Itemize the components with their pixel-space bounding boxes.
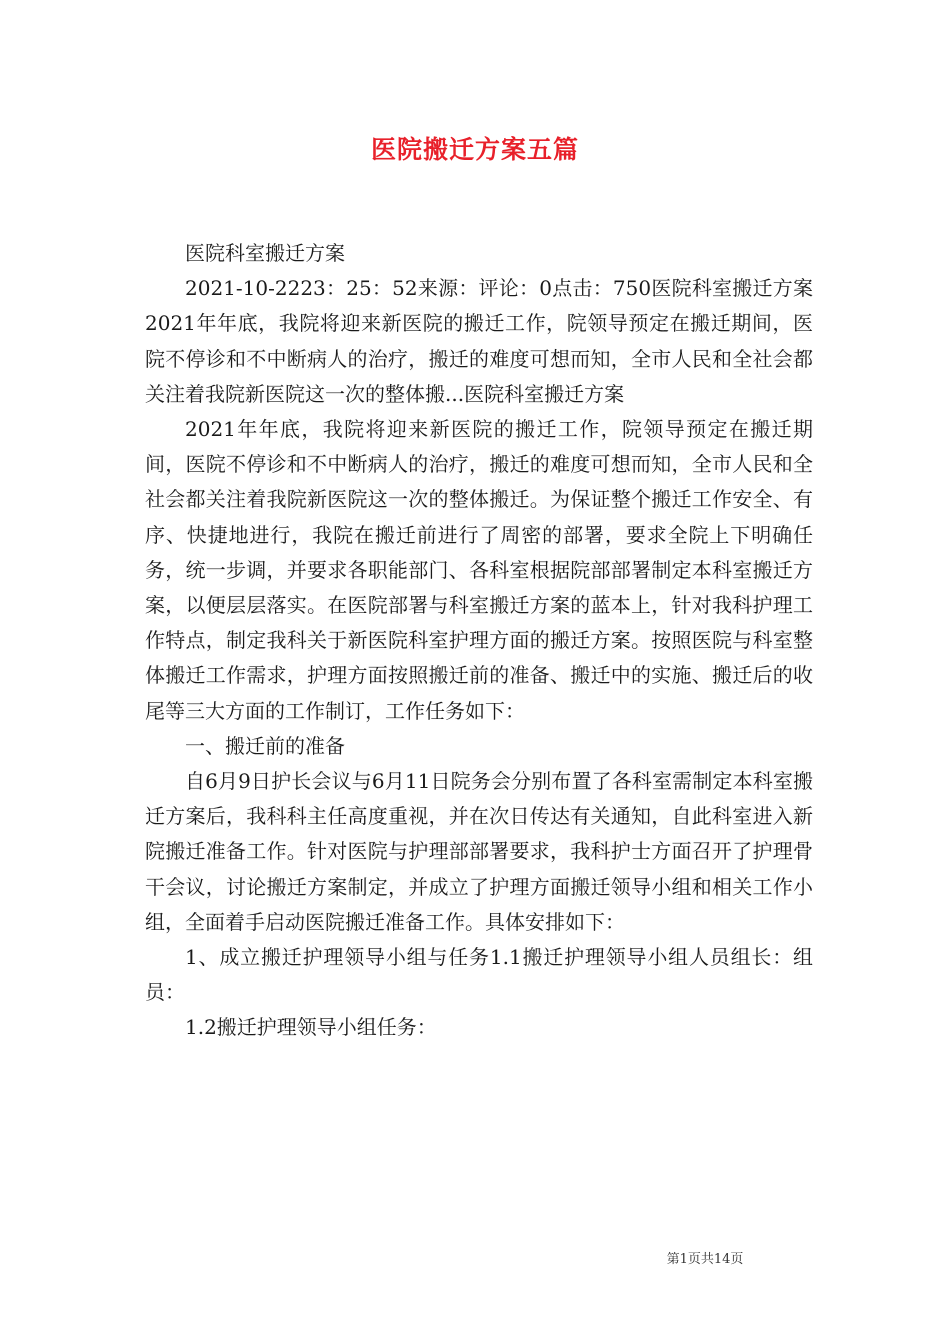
paragraph: 2021-10-2223：25：52来源：评论：0点击：750医院科室搬迁方案2021年年底，我院将迎来新医院的搬迁工作，院领导预定在搬迁期间，医院不停诊和不中断病人的治疗，搬迁的难度可想而知，全市人民和全社会都关注着我院新医院这一次的整体搬...医院科室搬迁方案 [145, 276, 813, 406]
section-heading: 一、搬迁前的准备 [185, 733, 345, 758]
paragraph: 2021年年底，我院将迎来新医院的搬迁工作，院领导预定在搬迁期间，医院不停诊和不中断病人的治疗，搬迁的难度可想而知，全市人民和全社会都关注着我院新医院这一次的整体搬迁。为保证整个搬迁工作安全、有序、快捷地进行，我院在搬迁前进行了周密的部署，要求全院上下明确任务，统一步调，并要求各职能部门、各科室根据院部部署制定本科室搬迁方案，以便层层落实。在医院部署与科室搬迁方案的蓝本上，针对我科护理工作特点，制定我科关于新医院科室护理方面的搬迁方案。按照医院与科室整体搬迁工作需求，护理方面按照搬迁前的准备、搬迁中的实施、搬迁后的收尾等三大方面的工作制订，工作任务如下： [145, 417, 813, 723]
document-title: 医院搬迁方案五篇 [370, 135, 579, 164]
paragraph: 1.2搬迁护理领导小组任务： [185, 1015, 437, 1040]
page-number: 第1页共14页 [666, 1252, 744, 1267]
document-body [145, 236, 813, 1046]
paragraph: 医院科室搬迁方案 [185, 241, 345, 265]
paragraph: 1、成立搬迁护理领导小组与任务1.1搬迁护理领导小组人员组长：组员： [145, 945, 813, 1005]
page-footer [0, 1248, 950, 1267]
paragraph: 自6月9日护长会议与6月11日院务会分别布置了各科室需制定本科室搬迁方案后，我科科主任高度重视，并在次日传达有关通知，自此科室进入新院搬迁准备工作。针对医院与护理部部署要求，我科护士方面召开了护理骨干会议，讨论搬迁方案制定，并成立了护理方面搬迁领导小组和相关工作小组，全面着手启动医院搬迁准备工作。具体安排如下： [145, 769, 813, 934]
